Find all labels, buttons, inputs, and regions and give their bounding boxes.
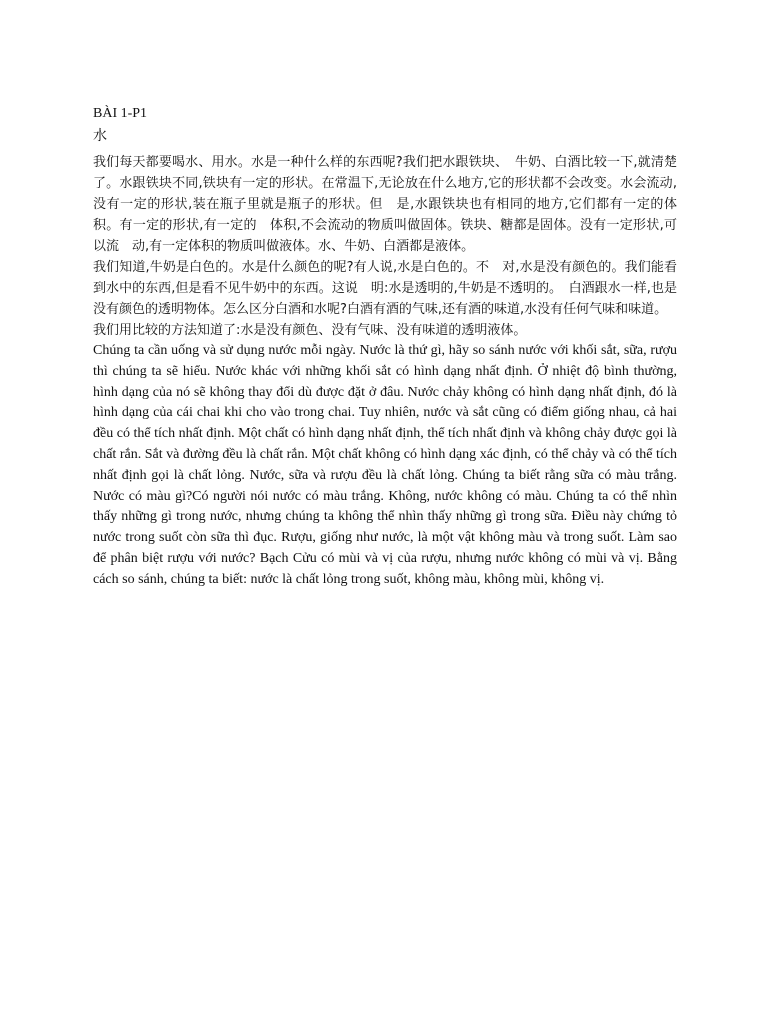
- document-page: [93, 104, 677, 591]
- lesson-code: BÀI 1-P1: [93, 106, 148, 121]
- lesson-title: 水: [93, 128, 107, 144]
- chinese-paragraph-3: 我们用比较的方法知道了:水是没有颜色、没有气味、没有味道的透明液体。: [93, 323, 527, 338]
- chinese-paragraph-1: 我们每天都要喝水、用水。水是一种什么样的东西呢?我们把水跟铁块、 牛奶、白酒比较一下,就清楚了。水跟铁块不同,铁块有一定的形状。在常温下,无论放在什么地方,它的形状都不会改变。水会流动,没有一定的形状,装在瓶子里就是瓶子的形状。但 是,水跟铁块也有相同的地方,它们都有一定的体积。有一定的形状,有一定的 体积,不会流动的物质叫做固体。铁块、糖都是固体。没有一定形状,可以流 动,有一定体积的物质叫做液体。水、牛奶、白酒都是液体。: [93, 155, 677, 254]
- vietnamese-translation-paragraph: Chúng ta cần uống và sử dụng nước mỗi ngày. Nước là thứ gì, hãy so sánh nước với khối sắt, sữa, rượu thì chúng ta sẽ hiểu. Nước khác với những khối sắt có hình dạng nhất định. Ở nhiệt độ bình thường, hình dạng của nó sẽ không thay đổi dù được đặt ở đâu. Nước chảy không có hình dạng nhất định, đó là hình dạng của cái chai khi cho vào trong chai. Tuy nhiên, nước và sắt cũng có điểm giống nhau, cả hai đều có thể tích nhất định. Một chất có hình dạng nhất định, thể tích nhất định và không chảy được gọi là chất rắn. Sắt và đường đều là chất rắn. Một chất không có hình dạng xác định, có thể chảy và có thể tích nhất định gọi là chất lỏng. Nước, sữa và rượu đều là chất lỏng. Chúng ta biết rằng sữa có màu trắng. Nước có màu gì?Có người nói nước có màu trắng. Không, nước không có màu. Chúng ta có thể nhìn thấy những gì trong nước, nhưng chúng ta không thể nhìn thấy những gì trong sữa. Điều này chứng tỏ nước trong suốt còn sữa thì đục. Rượu, giống như nước, là một vật không màu và trong suốt. Làm sao để phân biệt rượu với nước? Bạch Cửu có mùi và vị của rượu, nhưng nước không có mùi và vị. Bằng cách so sánh, chúng ta biết: nước là chất lỏng trong suốt, không màu, không mùi, không vị.: [93, 343, 677, 587]
- chinese-paragraph-2: 我们知道,牛奶是白色的。水是什么颜色的呢?有人说,水是白色的。不 对,水是没有颜色的。我们能看到水中的东西,但是看不见牛奶中的东西。这说 明:水是透明的,牛奶是不透明的。 白酒跟水一样,也是没有颜色的透明物体。怎么区分白酒和水呢?白酒有酒的气味,还有酒的味道,水没有任何气味和味道。: [93, 260, 677, 317]
